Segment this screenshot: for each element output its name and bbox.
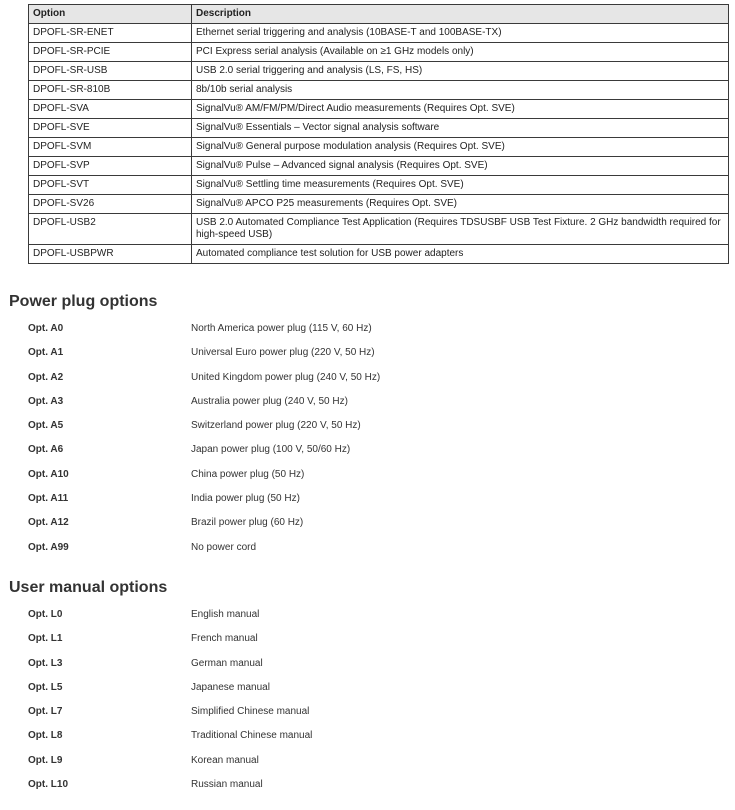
option-cell: DPOFL-USB2 [29, 214, 192, 245]
option-cell: DPOFL-SVA [29, 100, 192, 119]
option-code: Opt. A6 [28, 444, 64, 456]
table-row [29, 157, 729, 176]
list-item [28, 609, 728, 633]
list-item [28, 347, 728, 371]
option-code: Opt. A0 [28, 323, 64, 334]
list-item [28, 493, 728, 517]
option-code: Opt. L10 [28, 779, 69, 791]
description-cell: Automated compliance test solution for USB power adapters [192, 245, 729, 264]
option-code: Opt. L8 [28, 730, 63, 742]
description-cell: 8b/10b serial analysis [192, 81, 729, 100]
table-row [29, 24, 729, 43]
description-cell: SignalVu® APCO P25 measurements (Requires Opt. SVE) [192, 195, 729, 214]
option-code: Opt. A10 [28, 468, 69, 480]
list-item [28, 372, 728, 396]
option-description: No power cord [191, 541, 257, 553]
option-description: German manual [191, 657, 263, 669]
option-code: Opt. L0 [28, 609, 63, 620]
option-description: Japanese manual [191, 681, 270, 693]
table-row [29, 138, 729, 157]
power-plug-list [28, 323, 728, 566]
option-description: English manual [191, 609, 260, 620]
option-code: Opt. A3 [28, 395, 64, 407]
option-cell: DPOFL-SVM [29, 138, 192, 157]
option-cell: DPOFL-SVT [29, 176, 192, 195]
option-cell: DPOFL-SR-810B [29, 81, 192, 100]
option-description: Traditional Chinese manual [191, 730, 313, 742]
option-code: Opt. A12 [28, 517, 69, 529]
option-code: Opt. A2 [28, 371, 64, 383]
option-description: India power plug (50 Hz) [191, 493, 300, 505]
description-cell: SignalVu® AM/FM/PM/Direct Audio measurements (Requires Opt. SVE) [192, 100, 729, 119]
table-row [29, 214, 729, 245]
table-row [29, 176, 729, 195]
option-description: United Kingdom power plug (240 V, 50 Hz) [191, 371, 381, 383]
table-row [29, 245, 729, 264]
description-cell: SignalVu® General purpose modulation analysis (Requires Opt. SVE) [192, 138, 729, 157]
table-row [29, 62, 729, 81]
option-description: Universal Euro power plug (220 V, 50 Hz) [191, 347, 375, 359]
option-code: Opt. L7 [28, 706, 63, 718]
list-item [28, 755, 728, 779]
list-item [28, 658, 728, 682]
option-description: French manual [191, 633, 258, 645]
option-cell: DPOFL-SR-PCIE [29, 43, 192, 62]
list-item [28, 542, 728, 566]
option-cell: DPOFL-SR-ENET [29, 24, 192, 43]
description-cell: USB 2.0 serial triggering and analysis (LS, FS, HS) [192, 62, 729, 81]
option-description: North America power plug (115 V, 60 Hz) [191, 323, 372, 334]
description-cell: USB 2.0 Automated Compliance Test Application (Requires TDSUSBF USB Test Fixture. 2 GHz bandwidth required for high-speed USB) [192, 214, 729, 245]
list-item [28, 323, 728, 347]
option-description: Simplified Chinese manual [191, 706, 310, 718]
option-code: Opt. L9 [28, 754, 63, 766]
list-item [28, 469, 728, 493]
option-description: Japan power plug (100 V, 50/60 Hz) [191, 444, 351, 456]
option-code: Opt. A1 [28, 347, 64, 359]
table-header-row [29, 5, 729, 24]
user-manual-list [28, 609, 728, 803]
option-code: Opt. A5 [28, 420, 64, 432]
header-description: Description [192, 5, 729, 24]
description-cell: SignalVu® Pulse – Advanced signal analysis (Requires Opt. SVE) [192, 157, 729, 176]
power-plug-heading: Power plug options [9, 293, 158, 310]
list-item [28, 444, 728, 468]
description-cell: SignalVu® Settling time measurements (Requires Opt. SVE) [192, 176, 729, 195]
option-cell: DPOFL-SV26 [29, 195, 192, 214]
option-description: China power plug (50 Hz) [191, 468, 305, 480]
option-code: Opt. L3 [28, 657, 63, 669]
option-code: Opt. A11 [28, 493, 69, 505]
option-description: Brazil power plug (60 Hz) [191, 517, 304, 529]
list-item [28, 633, 728, 657]
table-row [29, 119, 729, 138]
user-manual-heading: User manual options [9, 579, 168, 596]
table-row [29, 100, 729, 119]
list-item [28, 779, 728, 803]
option-description: Australia power plug (240 V, 50 Hz) [191, 395, 348, 407]
list-item [28, 420, 728, 444]
option-description: Korean manual [191, 754, 259, 766]
option-code: Opt. A99 [28, 541, 69, 553]
description-cell: PCI Express serial analysis (Available on ≥1 GHz models only) [192, 43, 729, 62]
table-row [29, 43, 729, 62]
header-option: Option [29, 5, 192, 24]
option-cell: DPOFL-SR-USB [29, 62, 192, 81]
table-row [29, 195, 729, 214]
option-description: Switzerland power plug (220 V, 50 Hz) [191, 420, 361, 432]
list-item [28, 706, 728, 730]
table-row [29, 81, 729, 100]
description-cell: Ethernet serial triggering and analysis (10BASE-T and 100BASE-TX) [192, 24, 729, 43]
option-code: Opt. L5 [28, 681, 63, 693]
option-cell: DPOFL-USBPWR [29, 245, 192, 264]
list-item [28, 517, 728, 541]
option-cell: DPOFL-SVP [29, 157, 192, 176]
description-cell: SignalVu® Essentials – Vector signal analysis software [192, 119, 729, 138]
option-code: Opt. L1 [28, 633, 63, 645]
option-cell: DPOFL-SVE [29, 119, 192, 138]
software-options-table [28, 4, 729, 264]
list-item [28, 730, 728, 754]
list-item [28, 682, 728, 706]
option-description: Russian manual [191, 779, 263, 791]
list-item [28, 396, 728, 420]
